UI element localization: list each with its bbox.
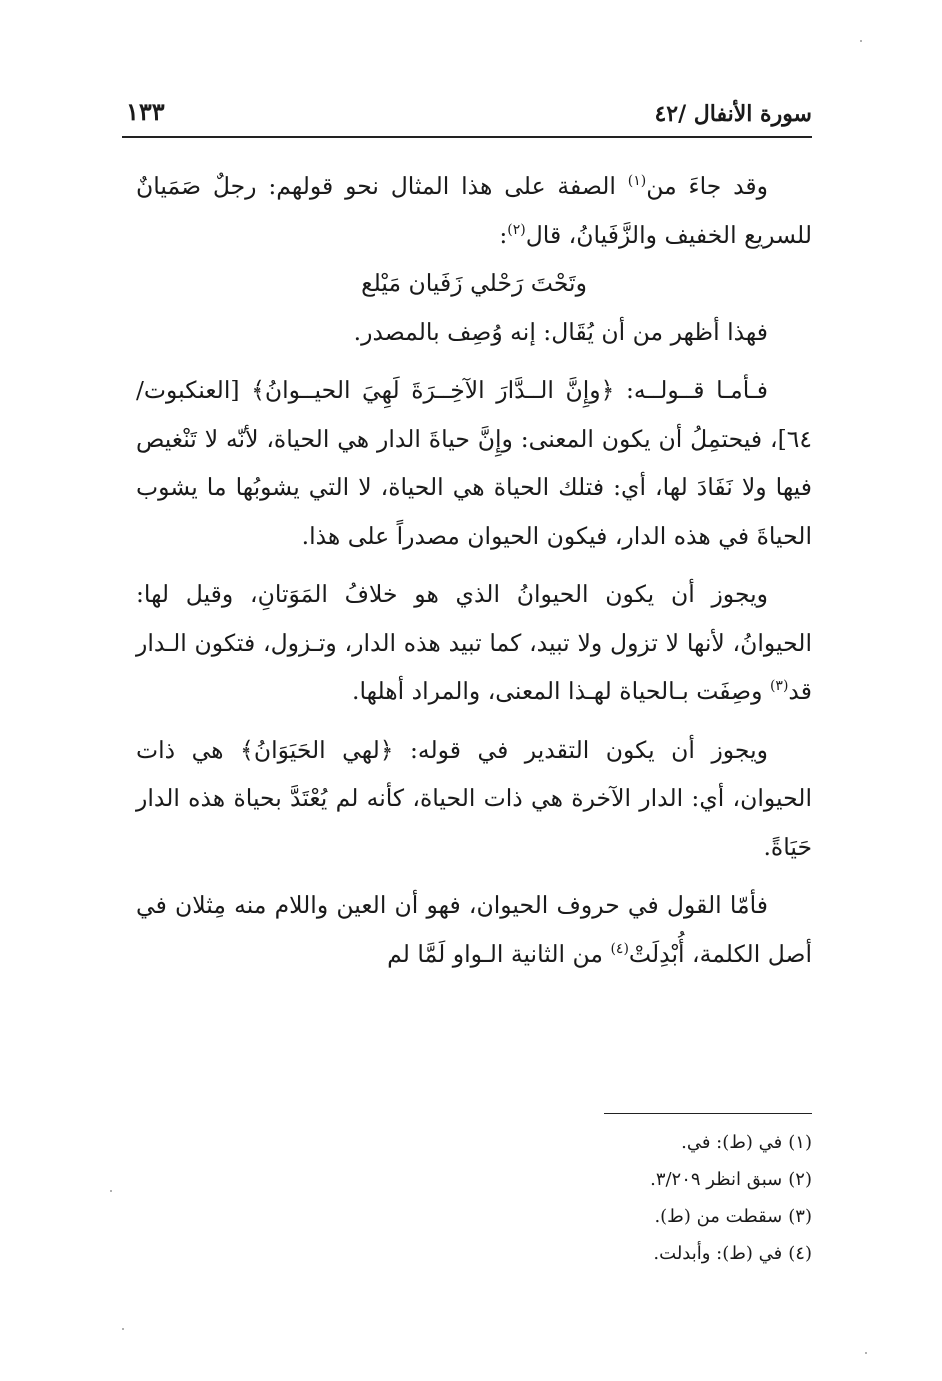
footnote-ref-1[interactable]: (١) [627,173,647,190]
page-number: ١٣٣ [126,97,165,126]
footnote-ref-4[interactable]: (٤) [610,940,629,957]
scan-speck [860,40,862,42]
footnote-2 [300,1161,812,1198]
footnote-number: (٢) [788,1169,812,1190]
footnote-number: (٣) [788,1206,812,1227]
header-divider [122,136,812,138]
footnote-divider [604,1113,812,1114]
paragraph-text: وصِفَت بـالحياة لهـذا المعنى، والمراد أهلها. [352,677,770,705]
scan-speck [865,1352,867,1354]
paragraph-6 [136,881,812,978]
paragraph-text: الصفة على هذا المثال نحو قولهم: رجلٌ صَمَيانٌ للسريع الخفيف والزَّفَيانُ، قال [136,172,812,249]
paragraph-5: ويجوز أن يكون التقدير في قوله: ﴿لهي الحَيَوَانُ﴾ هي ذات الحيوان، أي: الدار الآخرة هي ذات الحياة، كأنه لم يُعْتَدَّ بحياة هذه الدار حَيَاةً. [136,735,812,861]
footnote-4 [300,1235,812,1272]
footnote-text: في (ط): في. [681,1132,783,1153]
footnote-ref-2[interactable]: (٢) [507,221,526,238]
running-header [122,95,812,135]
footnote-1 [300,1124,812,1161]
paragraph-text: فأمّا القول في حروف الحيوان، فهو أن العين واللام منه مِثلان في أصل الكلمة، أُبْدِلَتْ [136,891,812,968]
footnote-text: في (ط): وأبدلت. [653,1243,783,1264]
footnote-number: (٤) [788,1243,812,1264]
poetry-verse: وتَحْتَ رَحْلي زَفَيان مَيْلع [361,269,587,297]
scan-speck [122,1328,124,1330]
footnotes [300,1124,812,1272]
paragraph-4 [136,570,812,716]
paragraph-text: من الثانية الـواو لَمَّا لم [387,939,611,968]
footnote-number: (١) [788,1132,812,1153]
footnote-text: سقطت من (ط). [654,1206,783,1227]
paragraph-1 [136,162,812,259]
footnote-ref-3[interactable]: (٣) [769,678,789,695]
footnote-text: سبق انظر ٣/٢٠٩. [650,1169,783,1190]
paragraph-text: وقد جاءَ من [646,172,768,200]
main-text [136,162,812,978]
paragraph-text: ويجوز أن يكون الحيوانُ الذي هو خلافُ المَوَتانِ، وقيل لها: الحيوانُ، لأنها لا تزول ولا تبيد، كما تبيد هذه الدار، وتـزول، فتكون الـدار قد [136,580,812,705]
chapter-title: سورة الأنفال /٤٢ [654,101,812,127]
paragraph-3: فـأمـا قــولــه: ﴿وإِنَّ الــدَّارَ الآخِــرَةَ لَهِيَ الحيــوانُ﴾ [العنكبوت/٦٤]، فيحتمِلُ أن يكون المعنى: وإِنَّ حياةَ الدار هي الحياة، لأنّه لا تَنْغيص فيها ولا نَفَادَ لها، أي: فتلك الحياة هي الحياة، لا التي يشوبُها ما يشوب الحياةَ في هذه الدار، فيكون الحيوان مصدراً على هذا. [136,376,812,550]
scan-speck [110,1190,112,1192]
paragraph-text: : [499,220,508,249]
paragraph-2: فهذا أظهر من أن يُقَال: إنه وُصِف بالمصدر. [353,317,768,346]
footnote-3 [300,1198,812,1235]
